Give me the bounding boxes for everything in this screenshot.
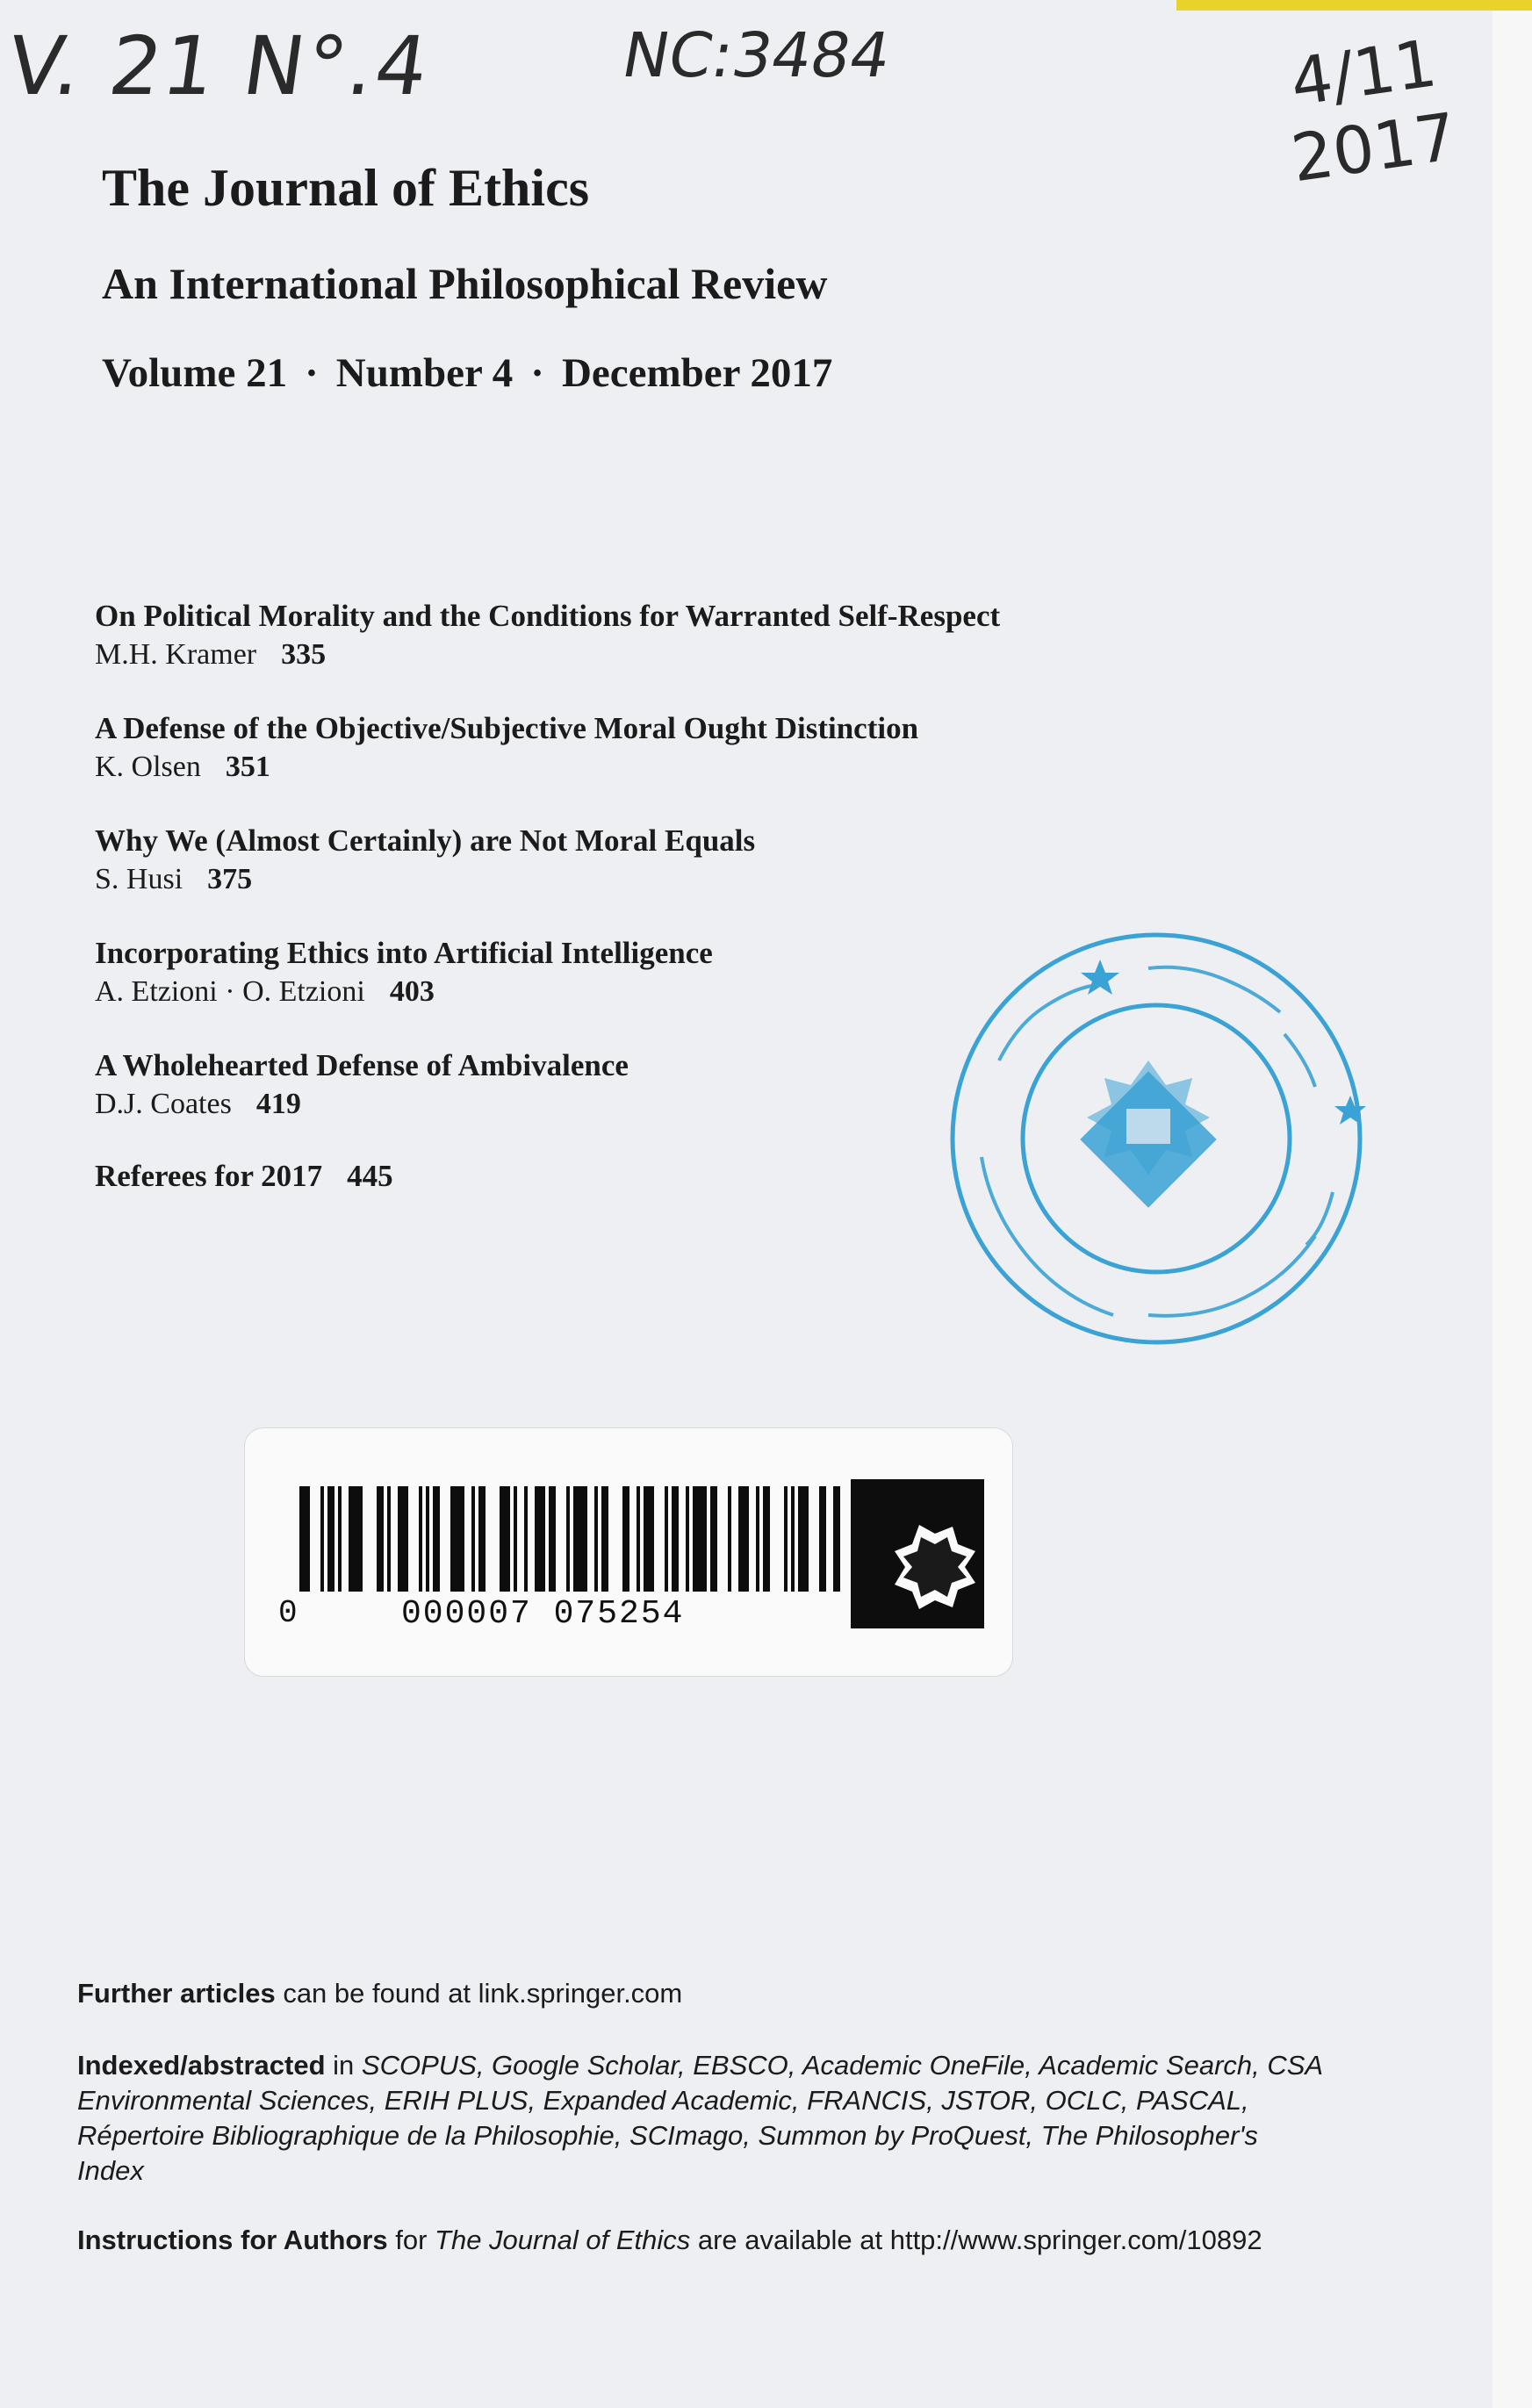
toc-author: M.H. Kramer [95,638,257,671]
journal-subtitle: An International Philosophical Review [102,259,828,308]
barcode-bar [299,1486,310,1592]
barcode-bar [398,1486,408,1592]
barcode-bar [763,1486,770,1592]
journal-title: The Journal of Ethics [102,159,590,217]
barcode-bar [387,1486,391,1592]
toc-author: K. Olsen [95,751,201,783]
barcode-bar [320,1486,324,1592]
instructions-label: Instructions for Authors [77,2225,388,2255]
barcode-number: 000007 075254 [401,1595,685,1633]
barcode-bar [426,1486,429,1592]
toc-meta [95,860,1192,899]
barcode-bar [672,1486,679,1592]
toc-item [95,709,1192,787]
barcode-bar [524,1486,528,1592]
barcode-bar [478,1486,485,1592]
indexed-in: in [325,2050,362,2081]
barcode-bar [500,1486,510,1592]
handwritten-volume-note: V. 21 N°.4 [2,19,436,113]
barcode-bar [693,1486,707,1592]
barcode-bar [738,1486,749,1592]
barcode-left-digit: 0 [278,1595,298,1631]
instructions-note [77,2225,1262,2256]
barcode-bar [514,1486,517,1592]
barcode-bar [665,1486,668,1592]
barcode-bar [433,1486,440,1592]
toc-article-title: Why We (Almost Certainly) are Not Moral Equals [95,823,756,858]
toc-author: S. Husi [95,863,183,895]
toc-item [95,597,1192,674]
barcode-bar [566,1486,570,1592]
handwritten-nc-note: NC:3484 [616,19,896,91]
instructions-url-text: are available at http://www.springer.com/10892 [690,2225,1262,2255]
toc-item [95,822,1192,899]
barcode-bar [756,1486,759,1592]
barcode-bar [784,1486,788,1592]
barcode-bar [622,1486,629,1592]
barcode-bar [573,1486,587,1592]
toc-article-title: A Defense of the Objective/Subjective Moral Ought Distinction [95,711,919,745]
further-articles-label: Further articles [77,1978,276,2009]
barcode-bar [601,1486,608,1592]
toc-page: 335 [281,638,327,671]
barcode-bar [833,1486,840,1592]
toc-page: 375 [207,863,253,895]
library-stamp [946,929,1366,1348]
issue-volume: Volume 21 [102,350,288,396]
further-articles-note [77,1978,682,2009]
barcode-bar [377,1486,384,1592]
toc-author: D.J. Coates [95,1088,232,1120]
instructions-journal: The Journal of Ethics [435,2225,691,2255]
barcode-bar [686,1486,689,1592]
instructions-for: for [387,2225,435,2255]
yellow-strip [1176,0,1532,11]
toc-article-title: Incorporating Ethics into Artificial Intelligence [95,936,713,970]
barcode-bar [349,1486,363,1592]
issue-separator: · [305,350,319,396]
further-articles-text: can be found at link.springer.com [275,1978,683,2009]
barcode-label [244,1427,1013,1677]
toc-meta [95,748,1192,787]
issue-number: Number 4 [335,350,514,396]
toc-meta [95,636,1192,674]
indexed-list: SCOPUS, Google Scholar, EBSCO, Academic OneFile, Academic Search, CSA Environmental Sciences, ERIH PLUS, Expanded Academic, FRANCIS, JSTOR, OCLC, PASCAL, Répertoire Bibliographique de la Philosophie, SCImago, Summon by ProQuest, The Philosopher's Index [77,2050,1322,2186]
barcode-bar [644,1486,654,1592]
barcode-bar [471,1486,475,1592]
barcode-bar [535,1486,545,1592]
issue-line [102,349,832,397]
toc-page: 403 [389,975,435,1008]
barcode-bar [710,1486,717,1592]
barcode-bar [798,1486,809,1592]
referees-page: 445 [347,1159,393,1193]
handwritten-date-note [1277,25,1461,198]
handwritten-date-line1: 4/11 [1285,25,1442,121]
barcode-icon [245,1428,1012,1676]
toc-page: 351 [225,751,270,783]
barcode-bar [637,1486,640,1592]
barcode-bar [419,1486,422,1592]
handwritten-date-line2: 2017 [1286,98,1462,198]
barcode-bar [338,1486,342,1592]
barcode-bar [819,1486,826,1592]
barcode-bar [549,1486,556,1592]
toc-article-title: On Political Morality and the Conditions for Warranted Self-Respect [95,599,1001,633]
indexed-note [77,2048,1324,2189]
barcode-bar [450,1486,464,1592]
issue-separator: · [530,350,544,396]
toc-article-title: A Wholehearted Defense of Ambivalence [95,1048,629,1082]
stamp-emblem-icon [1080,1060,1217,1208]
issue-date: December 2017 [561,350,833,396]
referees-label: Referees for 2017 [95,1159,323,1193]
indexed-label: Indexed/abstracted [77,2050,326,2081]
barcode-bar [791,1486,795,1592]
toc-author: A. Etzioni · O. Etzioni [95,975,365,1008]
barcode-bar [728,1486,731,1592]
barcode-bar [594,1486,598,1592]
toc-page: 419 [255,1088,301,1120]
barcode-bar [327,1486,334,1592]
page-edge [1492,0,1532,2408]
